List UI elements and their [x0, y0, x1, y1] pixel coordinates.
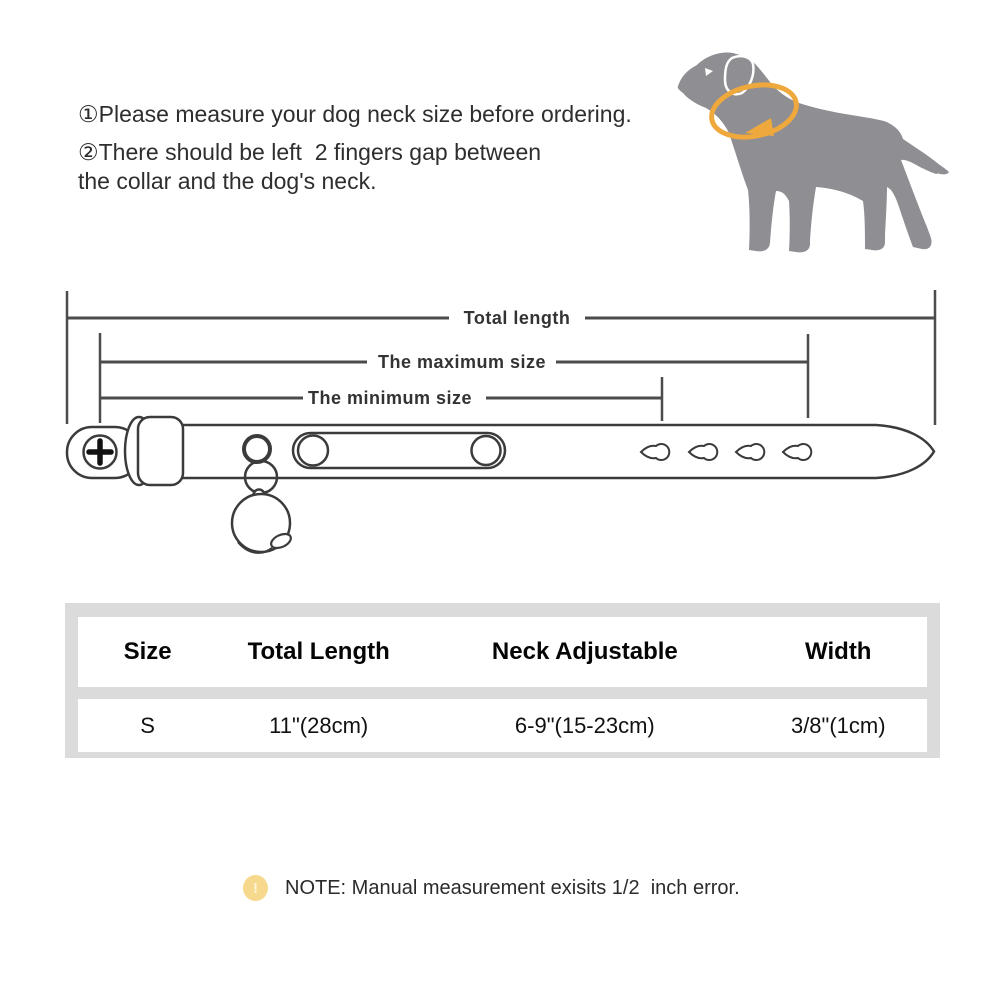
header-size: Size [123, 638, 172, 665]
slide-plate [293, 433, 505, 468]
max-size-bracket [100, 333, 808, 423]
warning-icon: ! [243, 875, 268, 901]
note-row [243, 875, 740, 901]
total-length-label: Total length [463, 308, 571, 328]
cell-total-length: 11"(28cm) [269, 712, 369, 738]
header-neck-adjustable: Neck Adjustable [491, 638, 678, 665]
size-table-header-row [78, 617, 927, 687]
header-total-length: Total Length [247, 638, 390, 665]
max-size-label: The maximum size [377, 352, 547, 372]
header-width: Width [805, 638, 872, 665]
instruction-2-line1: ②There should be left 2 fingers gap between [78, 139, 542, 165]
instructions [78, 100, 698, 196]
keeper-loop [125, 417, 183, 485]
instruction-2-line2: the collar and the dog's neck. [78, 168, 377, 194]
dog-illustration [650, 20, 980, 280]
cell-size: S [140, 712, 155, 738]
note-text: NOTE: Manual measurement exisits 1/2 inch error. [285, 876, 740, 899]
collar-illustration [67, 417, 934, 553]
min-size-label: The minimum size [307, 388, 473, 408]
size-table [65, 603, 940, 758]
dog-silhouette [678, 53, 949, 253]
cell-neck-adjustable: 6-9"(15-23cm) [514, 712, 655, 738]
collar-strap [150, 425, 934, 478]
collar-diagram [0, 280, 1000, 580]
cell-width: 3/8"(1cm) [790, 712, 886, 738]
instruction-1: ①Please measure your dog neck size before ordering. [78, 101, 632, 127]
size-table-data-row [78, 699, 927, 752]
